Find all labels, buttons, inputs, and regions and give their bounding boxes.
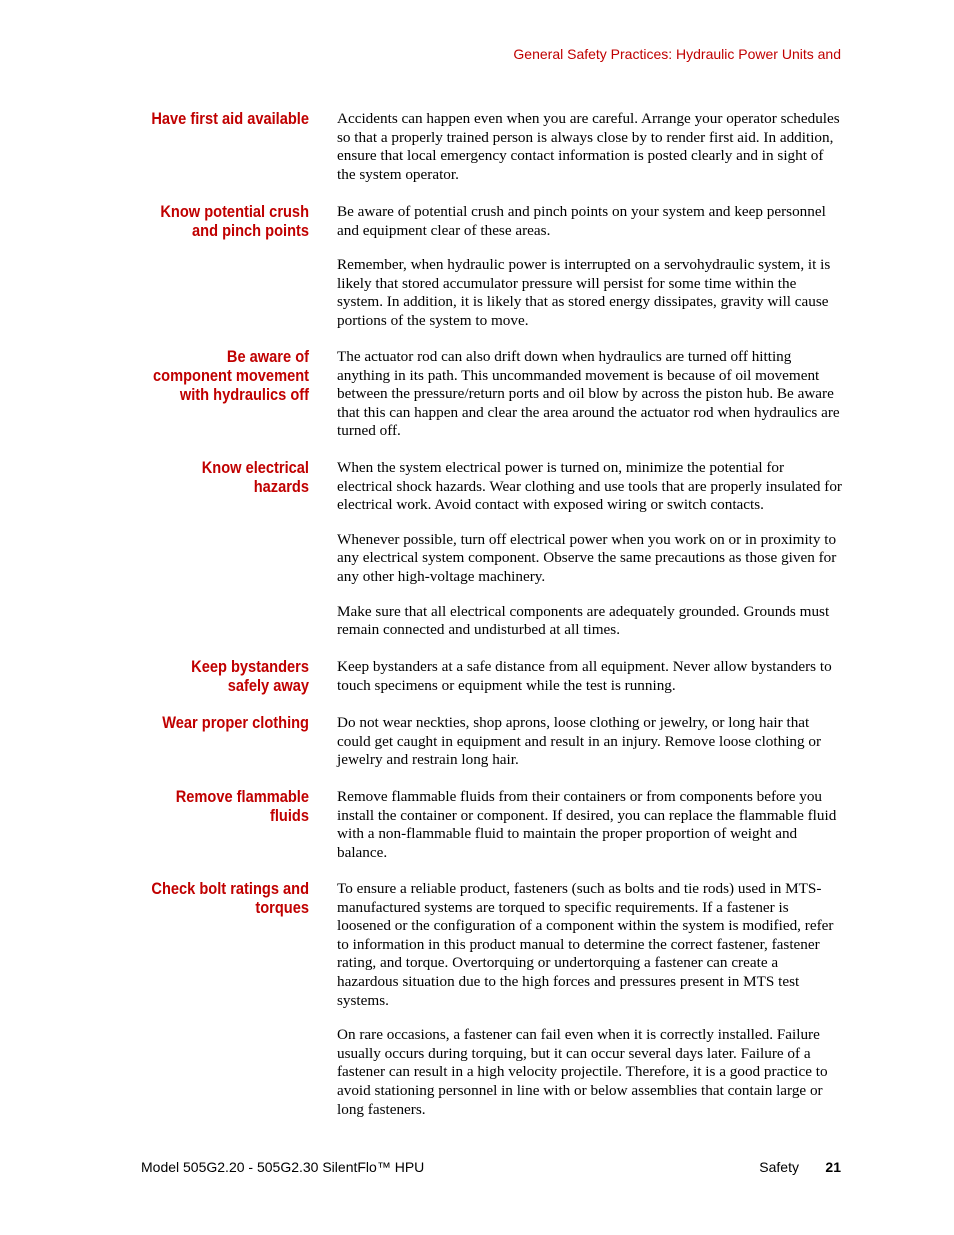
paragraph: Remove flammable fluids from their containers or from components before you install the container or component. If desired, you can replace the flammable fluid with a non-flammable fluid to maintain the proper proportion of weight and balance. bbox=[337, 788, 837, 861]
section-heading bbox=[137, 202, 309, 240]
section-body bbox=[337, 714, 842, 770]
section-heading bbox=[137, 713, 309, 732]
heading-line: torques bbox=[255, 898, 309, 917]
heading-line: Know electrical bbox=[201, 458, 309, 477]
heading-line: Check bolt ratings and bbox=[151, 879, 309, 898]
heading-line: component movement bbox=[153, 366, 309, 385]
section-heading bbox=[137, 657, 309, 695]
paragraph: On rare occasions, a fastener can fail even when it is correctly installed. Failure usually occurs during torquing, but it can occur several days later. Failure of a fastener can result in a high velocity projectile. Therefore, it is a good practice to avoid stationing personnel in line with or below assemblies that contain large or long fasteners. bbox=[337, 1026, 828, 1118]
heading-line: fluids bbox=[270, 806, 309, 825]
page-number: 21 bbox=[825, 1159, 841, 1175]
paragraph: Do not wear neckties, shop aprons, loose clothing or jewelry, or long hair that could get caught in equipment and result in an injury. Remove loose clothing or jewelry and restrain long hair. bbox=[337, 714, 822, 769]
section-heading bbox=[137, 787, 309, 825]
paragraph: Whenever possible, turn off electrical power when you work on or in proximity to any electrical system component. Observe the same precautions as those given for any other high-voltage machinery. bbox=[337, 530, 837, 585]
heading-line: hazards bbox=[253, 477, 309, 496]
heading-line: and pinch points bbox=[192, 221, 309, 240]
heading-line: Remove flammable bbox=[175, 787, 309, 806]
heading-line: Keep bystanders bbox=[191, 657, 309, 676]
section-heading bbox=[137, 879, 309, 917]
section-body bbox=[337, 203, 842, 331]
footer-chapter: Safety bbox=[759, 1159, 799, 1175]
paragraph: Remember, when hydraulic power is interrupted on a servohydraulic system, it is likely that stored accumulator pressure will persist for some time within the system. In addition, it is likely that as stored energy dissipates, gravity will cause portions of the system to move. bbox=[337, 256, 831, 329]
section-body bbox=[337, 788, 842, 862]
page-footer bbox=[141, 1159, 841, 1179]
heading-line: Know potential crush bbox=[160, 202, 309, 221]
paragraph: Be aware of potential crush and pinch points on your system and keep personnel and equipment clear of these areas. bbox=[337, 203, 826, 239]
section-heading bbox=[137, 109, 309, 128]
paragraph: Keep bystanders at a safe distance from all equipment. Never allow bystanders to touch specimens or equipment while the test is running. bbox=[337, 658, 832, 694]
heading-line: Be aware of bbox=[226, 347, 309, 366]
section-heading bbox=[137, 458, 309, 496]
section-body bbox=[337, 459, 842, 640]
section-body bbox=[337, 880, 842, 1119]
running-header: General Safety Practices: Hydraulic Power Units and bbox=[513, 46, 841, 62]
section-heading bbox=[137, 347, 309, 404]
section-body bbox=[337, 658, 842, 695]
paragraph: The actuator rod can also drift down when hydraulics are turned off hitting anything in its path. This uncommanded movement is because of oil movement between the pressure/return ports and oil blow by across the piston hub. Be aware that this can happen and clear the area around the actuator rod when hydraulics are turned off. bbox=[337, 348, 840, 440]
heading-line: Have first aid available bbox=[151, 109, 309, 128]
heading-line: safely away bbox=[227, 676, 309, 695]
heading-line: with hydraulics off bbox=[179, 385, 309, 404]
paragraph: Accidents can happen even when you are careful. Arrange your operator schedules so that a properly trained person is always close by to render first aid. In addition, ensure that local emergency contact information is posted clearly and in sight of the system operator. bbox=[337, 110, 840, 183]
paragraph: To ensure a reliable product, fasteners (such as bolts and tie rods) used in MTS-manufactured systems are torqued to specific requirements. If a fastener is loosened or the configuration of a component within the system is modified, refer to information in this product manual to determine the correct fastener, fastener rating, and torque. Overtorquing or undertorquing a fastener can create a hazardous situation due to the high forces and pressures present in MTS test systems. bbox=[337, 880, 834, 1009]
section-body bbox=[337, 110, 842, 184]
section-body bbox=[337, 348, 842, 441]
heading-line: Wear proper clothing bbox=[162, 713, 309, 732]
footer-model: Model 505G2.20 - 505G2.30 SilentFlo™ HPU bbox=[141, 1159, 425, 1175]
paragraph: When the system electrical power is turned on, minimize the potential for electrical shock hazards. Wear clothing and use tools that are properly insulated for electrical work. Avoid contact with exposed wiring or switch contacts. bbox=[337, 459, 842, 514]
paragraph: Make sure that all electrical components are adequately grounded. Grounds must remain connected and undisturbed at all times. bbox=[337, 602, 830, 639]
